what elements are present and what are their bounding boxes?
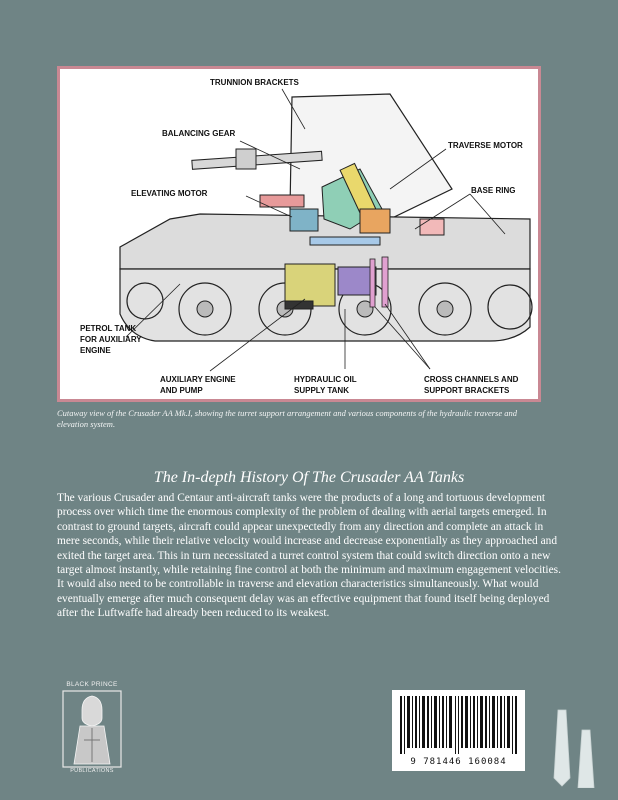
diagram-caption: Cutaway view of the Crusader AA Mk.I, showing the turret support arrangement and various components of the hydraulic traverse and elevation system.: [57, 408, 517, 429]
label-aux-engine-1: AUXILIARY ENGINE: [160, 375, 236, 384]
knight-emblem-icon: [62, 690, 122, 768]
pen-nib-icon: [544, 708, 604, 788]
label-base-ring: BASE RING: [471, 186, 516, 195]
publisher-name-top: BLACK PRINCE: [66, 681, 118, 688]
label-elevating-motor: ELEVATING MOTOR: [131, 189, 208, 198]
label-aux-engine-2: AND PUMP: [160, 386, 203, 395]
label-petrol-tank-2: FOR AUXILIARY: [80, 335, 142, 344]
label-petrol-tank-3: ENGINE: [80, 346, 111, 355]
label-trunnion-brackets: TRUNNION BRACKETS: [210, 78, 299, 87]
book-blurb: The various Crusader and Centaur anti-aircraft tanks were the products of a long and tortuous development process over which time the enormous complexity of the problem of dealing with aerial targets emerged. In contrast to ground targets, aircraft could appear unexpectedly from any direction and complete an attack in mere seconds, while their relative velocity would increase and decrease exponentially as they approached and exited the target area. This in turn necessitated a turret control system that could switch direction onto a new target almost instantly, while retaining fine control at both the minimum and maximum engagement velocities. It would also need to be controllable in traverse and elevation characteristics simultaneously. What would eventually emerge after much consequent delay was an effective equipment that found itself being deployed after the Luftwaffe had already been reduced to its weakest.: [57, 492, 561, 620]
label-cross-channels-1: CROSS CHANNELS AND: [424, 375, 519, 384]
label-traverse-motor: TRAVERSE MOTOR: [448, 141, 523, 150]
label-cross-channels-2: SUPPORT BRACKETS: [424, 386, 510, 395]
cutaway-diagram: [57, 66, 541, 402]
label-hydraulic-1: HYDRAULIC OIL: [294, 375, 357, 384]
book-title: The In-depth History Of The Crusader AA Tanks: [153, 469, 465, 486]
label-hydraulic-2: SUPPLY TANK: [294, 386, 349, 395]
label-petrol-tank-1: PETROL TANK: [80, 324, 137, 333]
publisher-logo: [58, 681, 126, 777]
publisher-name-bottom: PUBLICATIONS: [70, 768, 114, 774]
isbn-barcode: [392, 690, 525, 771]
barcode-bars: [400, 696, 517, 754]
isbn-number: 9 781446 160084: [410, 757, 507, 767]
tank-cutaway-drawing: [60, 69, 538, 399]
label-balancing-gear: BALANCING GEAR: [162, 129, 236, 138]
